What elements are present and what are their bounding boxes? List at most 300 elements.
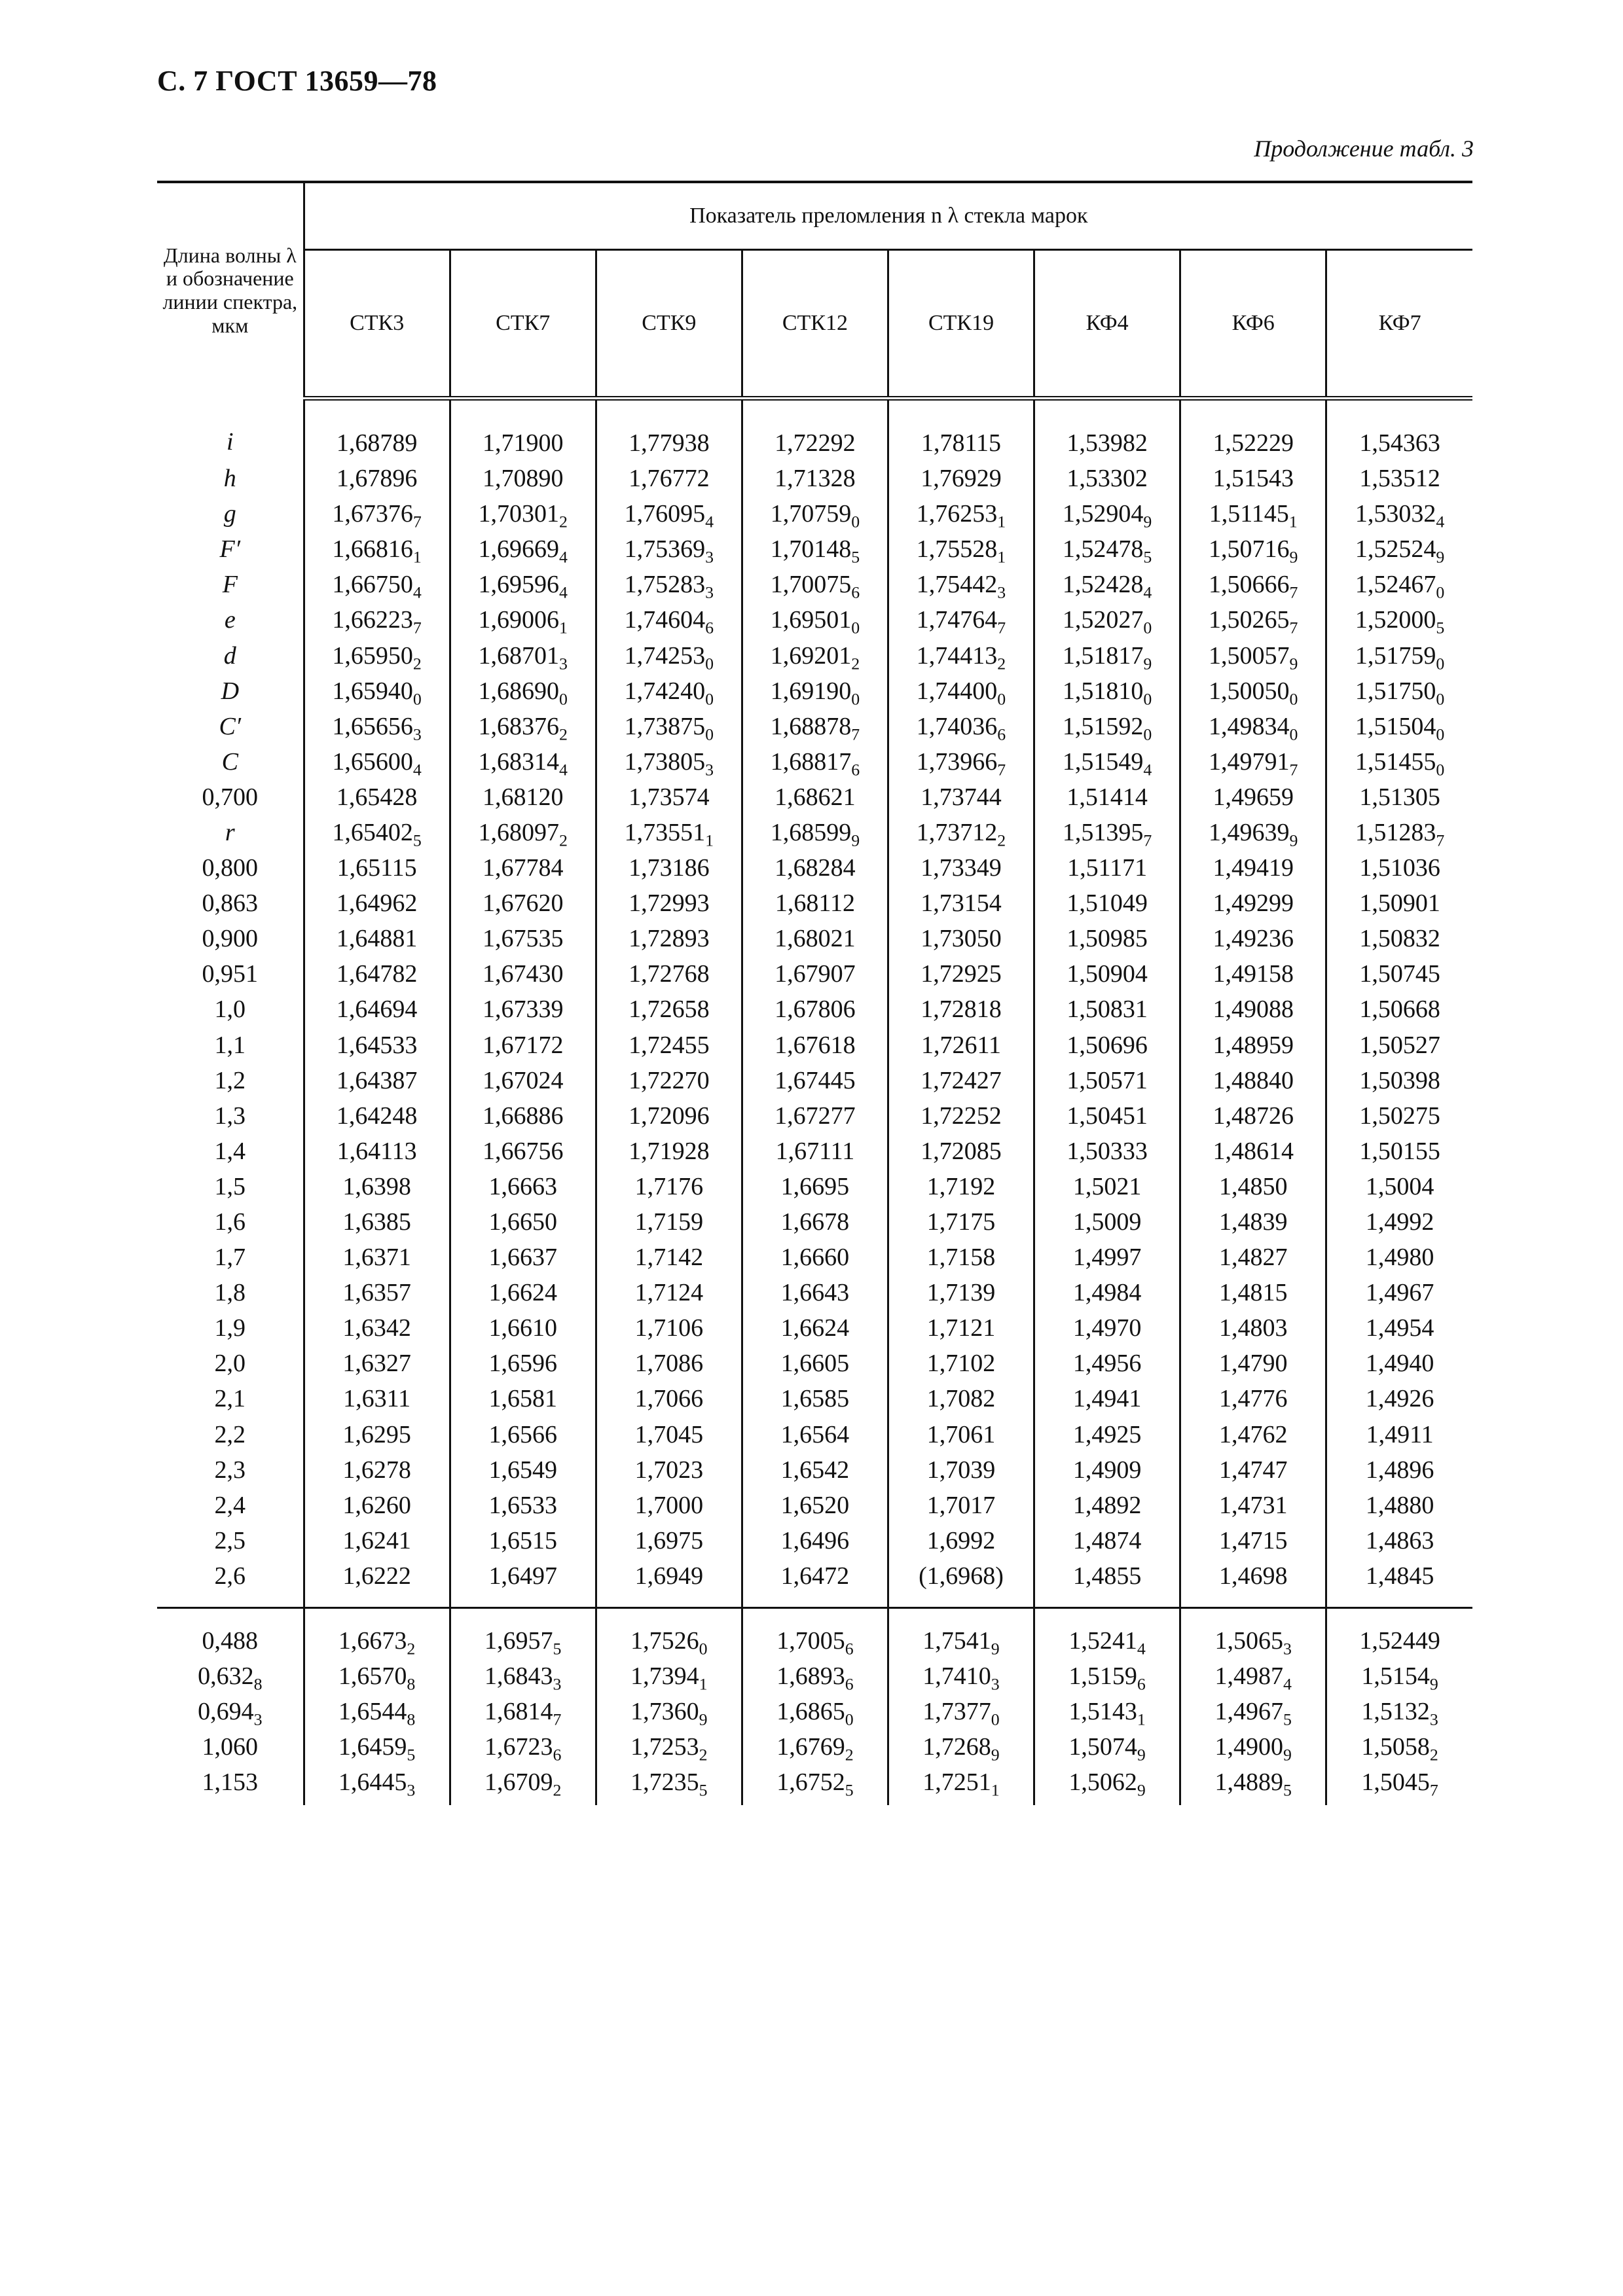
index-value: 1,7253 [630,1733,699,1761]
refractive-index-cell [742,461,888,496]
index-subscript-digit: 4 [559,547,568,567]
index-value: 1,7082 [926,1385,996,1413]
index-value: 1,5159 [1068,1662,1137,1691]
wavelength-label: i [227,428,234,456]
index-value: 1,4967 [1214,1698,1283,1726]
refractive-index-cell [450,1381,596,1416]
index-subscript-digit: 0 [1289,689,1298,708]
refractive-index-cell [1034,1488,1180,1523]
column-header-кф6: КФ6 [1180,250,1326,399]
refractive-index-cell [450,1558,596,1608]
table-row [157,1028,1472,1063]
index-value: 1,6327 [342,1350,411,1378]
index-subscript-digit: 1 [991,1780,1000,1800]
index-subscript-digit: 3 [705,547,714,567]
refractive-index-cell [1180,1452,1326,1488]
index-value: 1,73712 [916,818,998,846]
index-value: 1,70075 [770,571,852,599]
index-subscript-digit: 4 [1436,512,1445,531]
index-subscript-digit: 5 [412,831,422,850]
index-subscript-digit: 7 [851,724,860,744]
refractive-index-cell [888,1028,1034,1063]
index-value: 1,73875 [624,712,706,740]
index-value: 1,7121 [926,1314,996,1342]
refractive-index-cell [742,1694,888,1729]
refractive-index-cell [596,1608,742,1659]
refractive-index-cell [1034,850,1180,886]
refractive-index-cell [742,1488,888,1523]
refractive-index-cell [1180,1169,1326,1204]
index-value: 1,67445 [775,1066,856,1094]
refractive-index-cell [450,673,596,709]
refractive-index-cell [888,886,1034,921]
column-header-стк19: СТК19 [888,250,1034,399]
table-row [157,1659,1472,1694]
index-value: 1,64387 [336,1066,418,1094]
refractive-index-cell [742,399,888,461]
index-value: 1,7192 [926,1172,996,1200]
refractive-index-cell [888,1204,1034,1240]
index-subscript-digit: 6 [851,760,860,780]
index-subscript-digit: 2 [407,1639,416,1659]
index-value: 1,4984 [1072,1279,1142,1307]
index-value: 1,51543 [1213,465,1294,493]
index-value: 1,49158 [1213,960,1294,988]
table-row [157,956,1472,992]
refractive-index-cell [1326,496,1472,531]
wavelength-cell [157,1608,304,1659]
refractive-index-cell [596,637,742,673]
refractive-index-cell [1326,1659,1472,1694]
refractive-index-cell [1180,602,1326,637]
index-value: 1,6566 [488,1420,557,1448]
group-header-text: Показатель преломления n λ стекла марок [689,204,1088,228]
index-value: 1,48726 [1213,1102,1294,1130]
refractive-index-cell [742,602,888,637]
refractive-index-cell [1326,637,1472,673]
index-value: 1,5132 [1361,1698,1430,1726]
index-subscript-digit: 4 [412,583,422,602]
refractive-index-cell [1180,461,1326,496]
index-value: 1,51171 [1067,854,1148,882]
index-value: 1,51395 [1062,818,1144,846]
index-value: 1,7377 [922,1698,991,1726]
index-value: 1,48959 [1213,1031,1294,1059]
wavelength-label: 1,3 [214,1102,246,1130]
table-row [157,1275,1472,1310]
index-value: 1,50057 [1208,641,1290,670]
index-subscript-digit: 3 [559,653,568,673]
refractive-index-cell [1180,1659,1326,1694]
refractive-index-cell [1180,1765,1326,1805]
refractive-index-cell [596,1310,742,1346]
refractive-index-cell [888,1659,1034,1694]
table-row [157,1729,1472,1765]
index-value: 1,4941 [1072,1385,1142,1413]
index-value: 1,51750 [1355,677,1436,705]
index-value: 1,6311 [343,1385,411,1413]
index-value: 1,68690 [478,677,560,705]
refractive-index-cell [742,1240,888,1275]
index-subscript-digit: 4 [559,760,568,780]
refractive-index-cell [1034,1765,1180,1805]
refractive-index-cell [450,850,596,886]
index-value: 1,72925 [921,960,1002,988]
index-value: 1,51049 [1067,889,1148,918]
index-subscript-digit: 9 [1289,831,1298,850]
index-value: 1,71328 [775,465,856,493]
refractive-index-cell [1326,1204,1472,1240]
index-value: 1,48614 [1213,1137,1294,1165]
wavelength-label: D [221,677,240,705]
refractive-index-cell [742,1346,888,1381]
refractive-index-cell [742,567,888,602]
refractive-index-cell [450,1765,596,1805]
index-value: 1,4790 [1218,1350,1288,1378]
index-value: 1,51414 [1067,783,1148,811]
refractive-index-cell [450,815,596,850]
index-value: 1,6398 [342,1172,411,1200]
index-subscript-digit: 9 [1429,1674,1438,1694]
index-subscript-digit: 4 [1137,1639,1146,1659]
index-value: 1,73574 [629,783,710,811]
index-value: 1,4909 [1072,1456,1142,1484]
wavelength-label: 1,8 [214,1279,246,1307]
index-value: 1,68314 [478,747,560,776]
wavelength-label: 0,951 [202,960,259,988]
refractive-index-cell [1034,815,1180,850]
index-subscript-digit: 7 [412,512,422,531]
refractive-index-cell [1180,1729,1326,1765]
index-subscript-digit: 9 [991,1639,1000,1659]
refractive-index-cell [1180,1346,1326,1381]
refractive-index-cell [742,921,888,956]
index-value: 1,50831 [1067,996,1148,1024]
refractive-index-cell [596,1523,742,1558]
refractive-index-cell [596,886,742,921]
column-header-кф7: КФ7 [1326,250,1472,399]
index-value: 1,4926 [1365,1385,1434,1413]
index-value: 1,67024 [482,1066,564,1094]
wavelength-cell [157,744,304,780]
index-value: 1,6814 [484,1698,553,1726]
index-subscript-digit: 2 [412,653,422,673]
index-subscript-digit: 1 [997,547,1006,567]
refractive-index-cell [888,1488,1034,1523]
index-value: 1,74253 [624,641,706,670]
index-subscript-digit: 6 [851,583,860,602]
refractive-index-cell [1180,744,1326,780]
refractive-index-cell [596,1275,742,1310]
table-row [157,496,1472,531]
index-value: 1,4776 [1218,1385,1288,1413]
index-value: 1,4762 [1218,1420,1288,1448]
refractive-index-cell [1326,531,1472,567]
refractive-index-cell [596,1028,742,1063]
index-value: 1,4698 [1218,1562,1288,1590]
refractive-index-cell [742,744,888,780]
refractive-index-cell [1034,602,1180,637]
refractive-index-cell [304,1765,450,1805]
index-value: 1,6260 [342,1491,411,1519]
index-subscript-digit: 0 [1436,689,1445,708]
index-value: 1,53982 [1067,429,1148,457]
index-value: 1,68021 [775,925,856,953]
refractive-index-cell [1326,921,1472,956]
index-value: 1,71928 [629,1137,710,1165]
refractive-index-cell [1326,1240,1472,1275]
refractive-index-cell [1326,744,1472,780]
index-value: 1,67111 [775,1137,855,1165]
index-value: 1,4970 [1072,1314,1142,1342]
index-subscript-digit: 0 [1436,760,1445,780]
refractive-index-cell [742,1729,888,1765]
index-value: 1,72096 [629,1102,710,1130]
index-value: 1,4839 [1218,1208,1288,1236]
wavelength-label: 1,060 [202,1733,259,1761]
refractive-index-cell [1180,567,1326,602]
index-value: 1,52904 [1062,500,1144,528]
index-subscript-digit: 3 [1429,1710,1438,1729]
index-value: 1,73805 [624,747,706,776]
index-value: 1,6241 [342,1526,411,1554]
refractive-index-cell [304,399,450,461]
index-value: 1,7541 [922,1627,991,1655]
wavelength-cell [157,531,304,567]
refractive-index-cell [1180,1608,1326,1659]
refractive-index-cell [450,1240,596,1275]
refractive-index-cell [1180,1063,1326,1098]
refractive-index-cell [1034,637,1180,673]
refractive-index-cell [450,1659,596,1694]
refractive-index-cell [596,1169,742,1204]
index-value: 1,5058 [1361,1733,1430,1761]
refractive-index-cell [888,815,1034,850]
index-value: 1,4980 [1365,1244,1434,1272]
index-value: 1,71900 [482,429,564,457]
refractive-index-cell [596,399,742,461]
refractive-index-cell [742,886,888,921]
index-subscript-digit: 0 [1143,724,1152,744]
index-value: 1,67277 [775,1102,856,1130]
index-subscript-digit: 5 [699,1780,708,1800]
index-value: 1,6949 [634,1562,704,1590]
wavelength-label: 1,7 [214,1244,246,1272]
refractive-index-cell [450,744,596,780]
refractive-index-cell [888,1169,1034,1204]
refractive-index-cell [1034,1275,1180,1310]
index-value: 1,6581 [488,1385,557,1413]
index-value: 1,52229 [1213,429,1294,457]
refractive-index-cell [596,567,742,602]
refractive-index-cell [1034,461,1180,496]
refractive-index-cell [450,399,596,461]
refractive-index-cell [450,1204,596,1240]
wavelength-cell [157,815,304,850]
refractive-index-cell [304,1275,450,1310]
refractive-index-cell [742,1381,888,1416]
index-value: 1,6295 [342,1420,411,1448]
index-value: 1,72768 [629,960,710,988]
index-subscript-digit: 9 [1289,653,1298,673]
wavelength-subscript-digit: 3 [253,1710,263,1729]
index-subscript-digit: 7 [1143,831,1152,850]
index-value: 1,53032 [1355,500,1436,528]
index-value: 1,7159 [634,1208,704,1236]
index-value: 1,7268 [922,1733,991,1761]
index-subscript-digit: 5 [553,1639,562,1659]
refractive-index-cell [304,1169,450,1204]
wavelength-cell [157,1346,304,1381]
refractive-index-cell [1180,673,1326,709]
refractive-index-cell [450,1134,596,1169]
wavelength-cell [157,567,304,602]
refractive-index-cell [1034,1729,1180,1765]
refractive-index-cell [1180,956,1326,992]
wavelength-cell [157,1240,304,1275]
refractive-index-cell [1326,461,1472,496]
refractive-index-cell [742,850,888,886]
refractive-index-cell [596,1346,742,1381]
refractive-index-cell [742,1098,888,1134]
index-value: 1,4911 [1366,1420,1434,1448]
index-value: 1,6596 [488,1350,557,1378]
index-value: 1,68599 [770,818,852,846]
index-value: 1,49088 [1213,996,1294,1024]
wavelength-cell [157,1134,304,1169]
index-value: 1,73966 [916,747,998,776]
refractive-index-cell [1326,1523,1472,1558]
index-subscript-digit: 9 [1137,1780,1146,1800]
refractive-index-cell [304,992,450,1027]
index-value: 1,4997 [1072,1244,1142,1272]
refractive-index-cell [888,1346,1034,1381]
refractive-index-cell [304,956,450,992]
index-value: 1,6371 [342,1244,411,1272]
index-value: 1,52000 [1355,606,1436,634]
refractive-index-cell [304,1134,450,1169]
index-value: 1,68112 [775,889,855,918]
refractive-index-cell [596,1240,742,1275]
wavelength-cell [157,637,304,673]
refractive-index-cell [1326,1765,1472,1805]
refractive-index-cell [742,1452,888,1488]
index-value: 1,4892 [1072,1491,1142,1519]
refractive-index-cell [1034,496,1180,531]
table-row [157,1346,1472,1381]
index-value: 1,50668 [1359,996,1440,1024]
index-subscript-digit: 1 [1137,1710,1146,1729]
index-value: 1,75369 [624,535,706,564]
column-header-стк9: СТК9 [596,250,742,399]
wavelength-cell [157,1694,304,1729]
refractive-index-cell [450,1346,596,1381]
index-subscript-digit: 6 [997,724,1006,744]
index-value: 1,5045 [1361,1768,1430,1797]
index-value: 1,7124 [634,1279,704,1307]
refractive-index-cell [888,1310,1034,1346]
refractive-index-cell [888,1765,1034,1805]
index-value: 1,4954 [1365,1314,1434,1342]
index-subscript-digit: 9 [1143,512,1152,531]
index-subscript-digit: 1 [412,547,422,567]
refractive-index-cell [742,1558,888,1608]
index-value: 1,6533 [488,1491,557,1519]
index-value: 1,6385 [342,1208,411,1236]
index-subscript-digit: 3 [705,760,714,780]
wavelength-label: 1,9 [214,1314,246,1342]
index-value: 1,6570 [338,1662,407,1691]
index-value: 1,78115 [921,429,1002,457]
index-value: 1,50333 [1067,1137,1148,1165]
index-value: (1,6968) [919,1562,1004,1590]
refractive-index-cell [888,850,1034,886]
index-value: 1,66756 [482,1137,564,1165]
index-subscript-digit: 7 [997,618,1006,637]
table-header [157,182,1472,399]
refractive-index-cell [596,496,742,531]
wavelength-label: r [225,818,235,846]
wavelength-label: 1,5 [214,1172,246,1200]
index-subscript-digit: 6 [705,618,714,637]
refractive-index-cell [1326,1134,1472,1169]
index-value: 1,64782 [336,960,418,988]
index-subscript-digit: 5 [1143,547,1152,567]
page-header: С. 7 ГОСТ 13659—78 [157,65,437,97]
index-value: 1,69006 [478,606,560,634]
index-value: 1,68120 [482,783,564,811]
index-value: 1,5062 [1068,1768,1137,1797]
wavelength-label: h [223,465,236,493]
table-row [157,1169,1472,1204]
refractive-index-cell [450,531,596,567]
refractive-index-cell [596,1659,742,1694]
refractive-index-cell [1326,567,1472,602]
table-row [157,673,1472,709]
refractive-index-cell [450,1169,596,1204]
refractive-index-cell [1180,1134,1326,1169]
refractive-index-cell [304,1204,450,1240]
wavelength-cell [157,673,304,709]
refractive-index-cell [304,744,450,780]
table-row [157,1523,1472,1558]
index-value: 1,70759 [770,500,852,528]
refractive-index-cell [304,531,450,567]
index-value: 1,50745 [1359,960,1440,988]
index-value: 1,6605 [780,1350,850,1378]
wavelength-cell [157,1417,304,1452]
refractive-index-cell [450,709,596,744]
index-subscript-digit: 9 [1289,547,1298,567]
refractive-index-table-container [157,181,1472,1805]
wavelength-cell [157,850,304,886]
index-value: 1,69669 [478,535,560,564]
refractive-index-cell [304,850,450,886]
index-subscript-digit: 8 [407,1710,416,1729]
refractive-index-cell [450,1417,596,1452]
wavelength-cell [157,1381,304,1416]
index-value: 1,4880 [1365,1491,1434,1519]
index-value: 1,6520 [780,1491,850,1519]
index-value: 1,7158 [926,1244,996,1272]
refractive-index-cell [888,461,1034,496]
refractive-index-cell [450,496,596,531]
table-row [157,1488,1472,1523]
wavelength-cell [157,1523,304,1558]
table-row [157,815,1472,850]
refractive-index-cell [742,709,888,744]
refractive-index-cell [888,1240,1034,1275]
